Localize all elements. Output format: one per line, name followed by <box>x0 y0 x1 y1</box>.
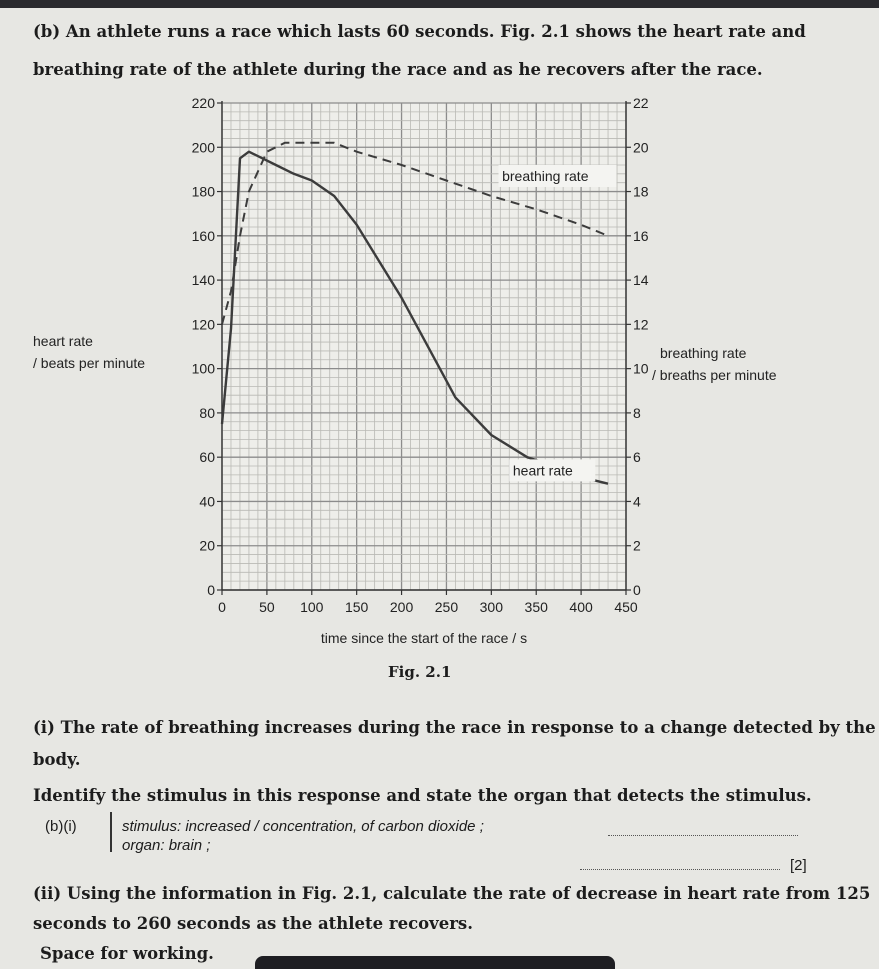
x-tick-label: 350 <box>524 599 548 615</box>
question-i-line-2: body. <box>33 750 81 769</box>
left-tick-label: 200 <box>191 139 215 156</box>
x-tick-label: 0 <box>218 599 226 615</box>
left-tick-label: 60 <box>199 449 215 466</box>
right-tick-label: 18 <box>633 183 649 200</box>
marks-badge: [2] <box>790 857 807 874</box>
question-i-line-3: Identify the stimulus in this response and state the organ that detects the stimulus. <box>33 786 812 805</box>
left-tick-label: 160 <box>191 227 215 244</box>
right-tick-label: 0 <box>633 582 641 598</box>
left-tick-label: 100 <box>191 360 215 377</box>
right-tick-label: 6 <box>633 449 641 466</box>
question-ii-line-2: seconds to 260 seconds as the athlete recovers. <box>33 914 473 933</box>
x-tick-label: 150 <box>344 599 369 615</box>
x-tick-label: 250 <box>434 599 459 615</box>
answer-stimulus: stimulus: increased / concentration, of carbon dioxide ; <box>122 818 484 835</box>
x-tick-label: 200 <box>389 599 414 615</box>
x-tick-label: 100 <box>300 599 324 615</box>
answer-divider <box>110 812 112 852</box>
right-axis-title-line-1: breathing rate <box>660 345 747 361</box>
left-tick-label: 20 <box>199 537 215 554</box>
question-i-line-1: (i) The rate of breathing increases during the race in response to a change detected by the <box>33 718 876 737</box>
answer-line-1[interactable] <box>608 835 798 836</box>
right-tick-label: 8 <box>633 404 641 421</box>
left-tick-label: 140 <box>191 272 215 289</box>
x-tick-label: 50 <box>259 599 275 615</box>
x-tick-label: 400 <box>569 599 593 615</box>
left-tick-label: 40 <box>199 493 215 510</box>
right-tick-label: 4 <box>633 493 641 510</box>
left-axis-title-line-1: heart rate <box>33 333 93 349</box>
left-tick-label: 120 <box>191 316 215 333</box>
right-tick-label: 14 <box>633 272 649 289</box>
left-axis-title-line-2: / beats per minute <box>33 355 146 371</box>
right-tick-label: 16 <box>633 227 649 244</box>
left-tick-label: 80 <box>199 404 215 421</box>
right-tick-label: 12 <box>633 316 649 333</box>
right-axis-title-line-2: / breaths per minute <box>652 367 777 383</box>
right-tick-label: 22 <box>633 95 649 111</box>
left-tick-label: 220 <box>191 95 215 111</box>
right-tick-label: 2 <box>633 537 641 554</box>
left-tick-label: 180 <box>191 183 215 200</box>
intro-line-2: breathing rate of the athlete during the race and as he recovers after the race. <box>33 60 763 79</box>
left-tick-label: 0 <box>207 582 215 598</box>
x-tick-label: 450 <box>614 599 638 615</box>
breathing-rate-label: breathing rate <box>502 167 589 184</box>
answer-ref: (b)(i) <box>45 818 77 835</box>
intro-line-1: (b) An athlete runs a race which lasts 60 seconds. Fig. 2.1 shows the heart rate and <box>33 22 806 41</box>
answer-organ: organ: brain ; <box>122 837 211 854</box>
heart-rate-label: heart rate <box>512 462 573 479</box>
x-axis-title: time since the start of the race / s <box>320 630 528 646</box>
figure-caption: Fig. 2.1 <box>388 663 452 681</box>
x-tick-label: 300 <box>479 599 504 615</box>
bottom-bar <box>255 956 615 969</box>
right-tick-label: 10 <box>633 360 649 377</box>
question-ii-line-3: Space for working. <box>40 944 214 963</box>
answer-line-2[interactable] <box>580 869 780 870</box>
question-ii-line-1: (ii) Using the information in Fig. 2.1, calculate the rate of decrease in heart rate from 125 <box>33 884 871 903</box>
right-tick-label: 20 <box>633 139 649 156</box>
